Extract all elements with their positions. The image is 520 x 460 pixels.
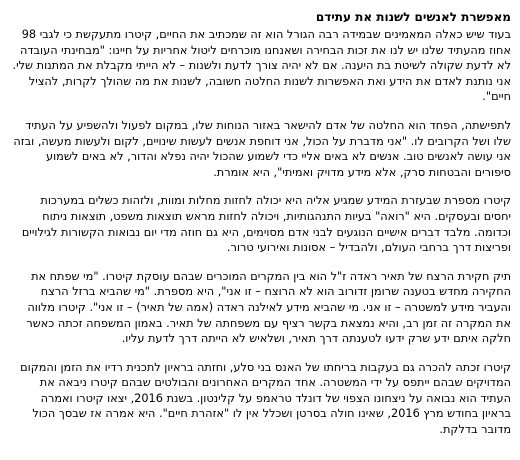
article-paragraph-4: תיק חקירת הרצח של תאיר ראדה ז"ל הוא בין המקרים המוכרים שבהם עוסקת קיטרו. "מי שפתח את החקירה מחדש בטענה שרומן זדורוב הוא לא הרוצח – זו אני", היא מספרת. "מי שהביא ברזל הרצח והעביר מידע למשטרה – זו אני. מי שהביא מידע לאילנה ראדה (אמה של תאיר) – זו אני". קיטרו מלווה את המקרה זה זמן רב, והיא נמצאת בקשר רציף עם משפחתה של תאיר. באמון המשפחה זכתה כאשר חלקה איתם ידע שרק ידעו לטענתה דרך תאיר, ושלאיש לא הייתה דרך לדעת עליו.: [26, 269, 511, 346]
article-title: מאפשרת לאנשים לשנות את עתידם: [315, 10, 511, 24]
article-paragraph-2: לתפישתה, הפחד הוא החלטה של אדם להישאר באזור הנוחות שלו, במקום לפעול ולהשפיע על העתיד שלו ושל הקרובים לו. "אני מדברת על הכול, אני דוחפת אנשים לעשות שינויים, לקום ולעשות מעשה, ובזה אני עושה לאנשים טוב. אנשים לא באים אליי כדי לשמוע שהכול יהיה נפלא והדור, לא באים לשמוע סיפורים והבטחות סרק, אלא מידע מדויק ואמיתי", היא אומרת.: [13, 118, 511, 179]
article-paragraph-5: קיטרו זכתה להכרה גם בעקבות בריחתו של האנס בני סלע, וחזתה בראיון לתכנית רדיו את הזמן והמקום המדויקים שבהם ייתפס על ידי המשטרה. אחד המקרים האחרונים והבולטים שבהם קיטרו ניבאה את העתיד הוא נבואה על ניצחונו הצפוי של דונלד טראמפ על קלינטון. בשנת 2016, יצאו קיטרו ואמרה בראיון בחודש מרץ 2016, שאינו חולה בסרטן ושכלל אין לו "אזהרת חיים". היא אמרה אז שבסך הכול מדובר בדלקת.: [20, 360, 511, 437]
article-paragraph-3: קיטרו מספרת שבעזרת המידע שמגיע אליה היא יכולה לחזות מחלות ומוות, ולזהות כשלים במערכות יחסים ובעסקים. היא "רואה" בעיות התנהגותיות, ויכולה לחזות מראש תוצאות משפט, תוצאות ניתוח וכדומה. מלבד דברים אישיים הנוגעים לבני אדם מסוימים, היא גם חוזה מדי יום נבואות הקשורות לגילויים ופריצות דרך ברחבי העולם, ולהבדיל – אסונות ואירועי טרור.: [21, 194, 511, 255]
article-paragraph-1: בעוד שיש כאלה המאמינים שבמידה רבה הגורל הוא זה שמכתיב את החיים, קיטרו מתעקשת כי לגבי 98 אחוז מהעתיד שלנו יש לנו את זכות הבחירה ושאנחנו מוכרחים ליטול אחריות על חיינו: "מבחינתי העובדה לא לדעת שקולה לשיטת בת היענה. אם לא יהיה צורך לדעת ולשנות – לא הייתי מקבלת את המתנות שלי. אני נותנת לאדם את הידע ואת האפשרות לשנות החלטה חשובה, לשנות את מה שהולך לקרות, להציל חיים".: [12, 28, 511, 104]
